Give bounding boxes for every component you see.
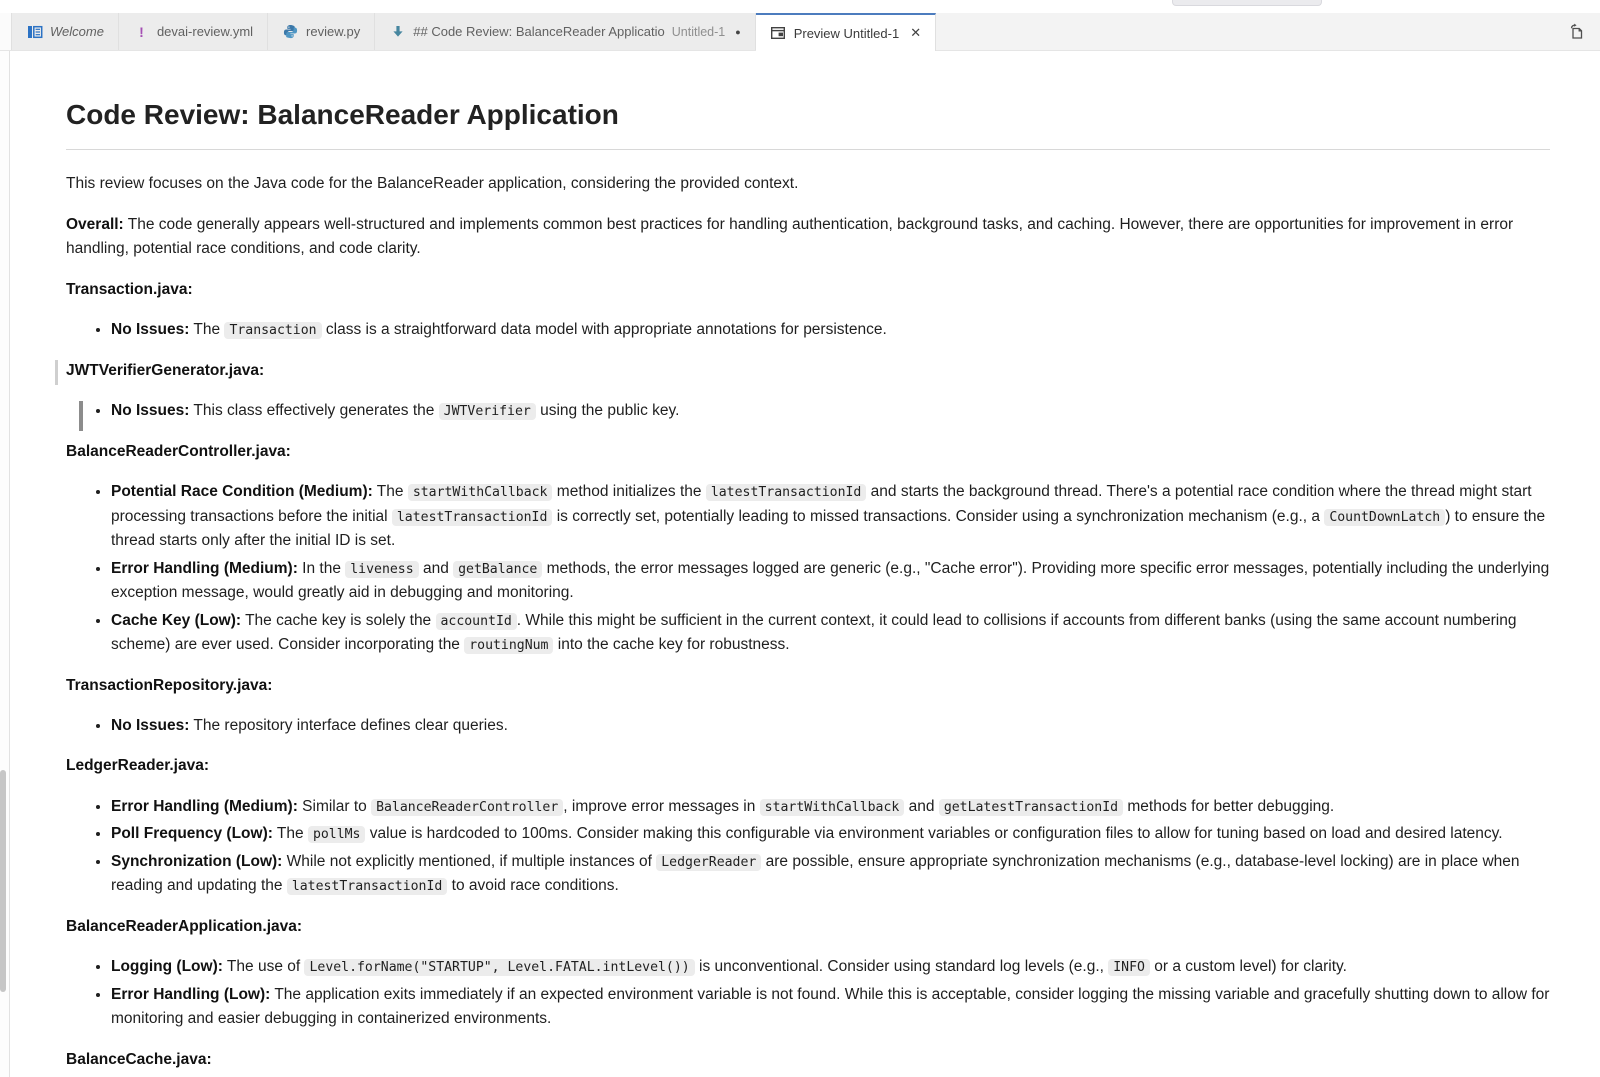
- text-run: methods, the error messages logged are generic (e.g., "Cache error"). Providing more specific error messages, potentially including the underlying exception message, would greatly aid in debugging and monitoring.: [111, 559, 1550, 602]
- bold-text: No Issues:: [111, 716, 190, 734]
- bold-text: Error Handling (Medium):: [111, 559, 298, 577]
- bold-text: Error Handling (Medium):: [111, 797, 298, 815]
- inline-code: LedgerReader: [656, 854, 761, 871]
- python-icon: [282, 23, 299, 40]
- section-heading: [66, 915, 1550, 939]
- section-heading: [66, 278, 1550, 302]
- inline-code: accountId: [436, 613, 517, 630]
- bold-text: BalanceReaderApplication.java:: [66, 917, 303, 935]
- text-run: The repository interface defines clear queries.: [189, 716, 508, 734]
- text-run: method initializes the: [552, 483, 706, 501]
- text-run: and starts the background thread. There's a potential race condition where the thread might start processing transactions before the initial: [111, 483, 1532, 525]
- section-heading: [66, 1048, 1550, 1072]
- paragraph: [66, 213, 1550, 262]
- text-run: value is hardcoded to 100ms. Consider making this configurable via environment variables or configuration files to allow for tuning based on load and desired latency.: [365, 825, 1503, 843]
- split-editor-icon[interactable]: [1567, 22, 1586, 41]
- bold-text: Overall:: [66, 215, 124, 233]
- bold-text: Cache Key (Low):: [111, 611, 242, 629]
- inline-code: JWTVerifier: [439, 403, 536, 420]
- text-run: are possible, ensure appropriate synchronization mechanisms (e.g., database-level locking) are in place when reading and updating the: [111, 852, 1520, 895]
- paragraph: [66, 172, 1550, 196]
- left-editor-group-edge: [0, 51, 10, 1077]
- markdown-content: [11, 51, 1600, 1072]
- tab-label: ## Code Review: BalanceReader Applicatio: [413, 24, 665, 39]
- tab-description: Untitled-1: [671, 24, 726, 39]
- bold-text: Error Handling (Low):: [111, 985, 271, 1003]
- text-run: The use of: [222, 958, 305, 976]
- inline-code: latestTransactionId: [287, 878, 448, 895]
- text-run: The code generally appears well-structured and implements common best practices for handling authentication, background tasks, and caching. However, there are opportunities for improvement in error handling, potential race conditions, and code clarity.: [66, 215, 1514, 258]
- bold-text: BalanceReaderController.java:: [66, 442, 291, 460]
- inline-code: latestTransactionId: [392, 509, 553, 526]
- tab-label: Welcome: [50, 24, 104, 39]
- inline-code: CountDownLatch: [1324, 509, 1445, 526]
- list-item: [111, 795, 1550, 819]
- tab-bar-left-spacer: [0, 13, 12, 50]
- bullet-list: [66, 480, 1550, 657]
- inline-code: Transaction: [224, 322, 321, 339]
- bullet-list: [66, 318, 1550, 342]
- list-item: [111, 480, 1550, 553]
- list-item: [111, 714, 1550, 738]
- tab-label: review.py: [306, 24, 361, 39]
- tab-label: Preview Untitled-1: [793, 25, 900, 41]
- inline-code: startWithCallback: [760, 799, 905, 816]
- yaml-icon: !: [139, 23, 144, 40]
- inline-code: getLatestTransactionId: [939, 799, 1123, 816]
- scrollbar-thumb[interactable]: [0, 770, 6, 992]
- bold-text: TransactionRepository.java:: [66, 676, 273, 694]
- bold-text: LedgerReader.java:: [66, 757, 210, 775]
- bullet-list: [66, 399, 1550, 423]
- text-run: or a custom level) for clarity.: [1149, 958, 1347, 976]
- bold-text: Potential Race Condition (Medium):: [111, 483, 373, 501]
- list-item: [111, 399, 1550, 423]
- editor-tab-bar: [0, 13, 1600, 51]
- text-run: methods for better debugging.: [1123, 797, 1335, 815]
- text-run: using the public key.: [535, 402, 680, 420]
- text-run: is unconventional. Consider using standard log levels (e.g.,: [694, 958, 1109, 976]
- text-run: The cache key is solely the: [241, 611, 436, 629]
- bullet-list: [66, 955, 1550, 1031]
- text-run: This class effectively generates the: [189, 402, 439, 420]
- page-title: Code Review: BalanceReader Application: [66, 93, 1550, 150]
- bold-text: Logging (Low):: [111, 958, 223, 976]
- bold-text: No Issues:: [111, 402, 190, 420]
- text-run: is correctly set, potentially leading to missed transactions. Consider using a synchronization mechanism (e.g., a: [552, 507, 1325, 525]
- section-heading: [66, 359, 1550, 383]
- inline-code: latestTransactionId: [706, 484, 867, 501]
- text-run: . While this might be sufficient in the current context, it could lead to collisions if accounts from different banks (using the same account numbering scheme) are ever used. Consider incorporating the: [111, 611, 1517, 654]
- bold-text: No Issues:: [111, 321, 190, 339]
- list-item: [111, 822, 1550, 846]
- close-icon[interactable]: ✕: [910, 25, 922, 40]
- bold-text: BalanceCache.java:: [66, 1050, 212, 1068]
- text-run: While not explicitly mentioned, if multiple instances of: [282, 852, 657, 870]
- inline-code: liveness: [345, 561, 418, 578]
- section-heading: [66, 674, 1550, 698]
- text-run: The: [372, 483, 408, 501]
- tab-review-py[interactable]: [268, 13, 375, 50]
- inline-code: INFO: [1108, 959, 1150, 976]
- tab-preview-untitled-1[interactable]: [756, 13, 936, 51]
- list-item: [111, 850, 1550, 899]
- inline-code: Level.forName("STARTUP", Level.FATAL.intLevel()): [304, 959, 694, 976]
- text-run: ) to ensure the thread starts only after the initial ID is set.: [111, 507, 1546, 550]
- inline-code: pollMs: [308, 826, 366, 843]
- inline-code: getBalance: [453, 561, 542, 578]
- bold-text: JWTVerifierGenerator.java:: [66, 361, 265, 379]
- text-run: into the cache key for robustness.: [553, 636, 790, 654]
- text-run: Similar to: [297, 797, 372, 815]
- modified-dot-icon[interactable]: ●: [735, 26, 741, 37]
- list-item: [111, 557, 1550, 606]
- bullet-list: [66, 795, 1550, 899]
- list-item: [111, 955, 1550, 979]
- editor-actions: [1567, 13, 1600, 50]
- section-heading: [66, 440, 1550, 464]
- section-heading: [66, 754, 1550, 778]
- list-item: [111, 983, 1550, 1032]
- bold-text: Transaction.java:: [66, 280, 193, 298]
- quick-input-remnant: [1172, 0, 1322, 6]
- text-run: and: [418, 559, 454, 577]
- tab-label: devai-review.yml: [156, 24, 254, 39]
- text-run: In the: [297, 559, 346, 577]
- preview-icon: [770, 25, 787, 42]
- inline-code: routingNum: [464, 637, 553, 654]
- tab-devai-review-yml[interactable]: [119, 13, 268, 50]
- text-run: This review focuses on the Java code for the BalanceReader application, considering the provided context.: [66, 175, 799, 193]
- markdown-down-arrow-icon: [389, 23, 406, 40]
- tab-code-review-markdown[interactable]: [375, 13, 755, 50]
- text-run: The application exits immediately if an expected environment variable is not found. While this is acceptable, consider logging the missing variable and gracefully shutting down to allow for monitoring and easier debugging in containerized environments.: [111, 985, 1550, 1028]
- welcome-icon: [26, 23, 43, 40]
- tab-welcome[interactable]: [12, 13, 119, 50]
- markdown-preview-pane: [11, 51, 1600, 1077]
- bold-text: Poll Frequency (Low):: [111, 825, 273, 843]
- text-run: class is a straightforward data model with appropriate annotations for persistence.: [321, 321, 887, 339]
- list-item: [111, 609, 1550, 658]
- inline-code: startWithCallback: [408, 484, 553, 501]
- bold-text: Synchronization (Low):: [111, 852, 283, 870]
- text-run: to avoid race conditions.: [447, 877, 619, 895]
- text-run: The: [272, 825, 308, 843]
- text-run: The: [189, 321, 225, 339]
- list-item: [111, 318, 1550, 342]
- text-run: , improve error messages in: [563, 797, 760, 815]
- markdown-blocks: [66, 172, 1550, 1072]
- text-run: and: [904, 797, 939, 815]
- inline-code: BalanceReaderController: [371, 799, 563, 816]
- bullet-list: [66, 714, 1550, 738]
